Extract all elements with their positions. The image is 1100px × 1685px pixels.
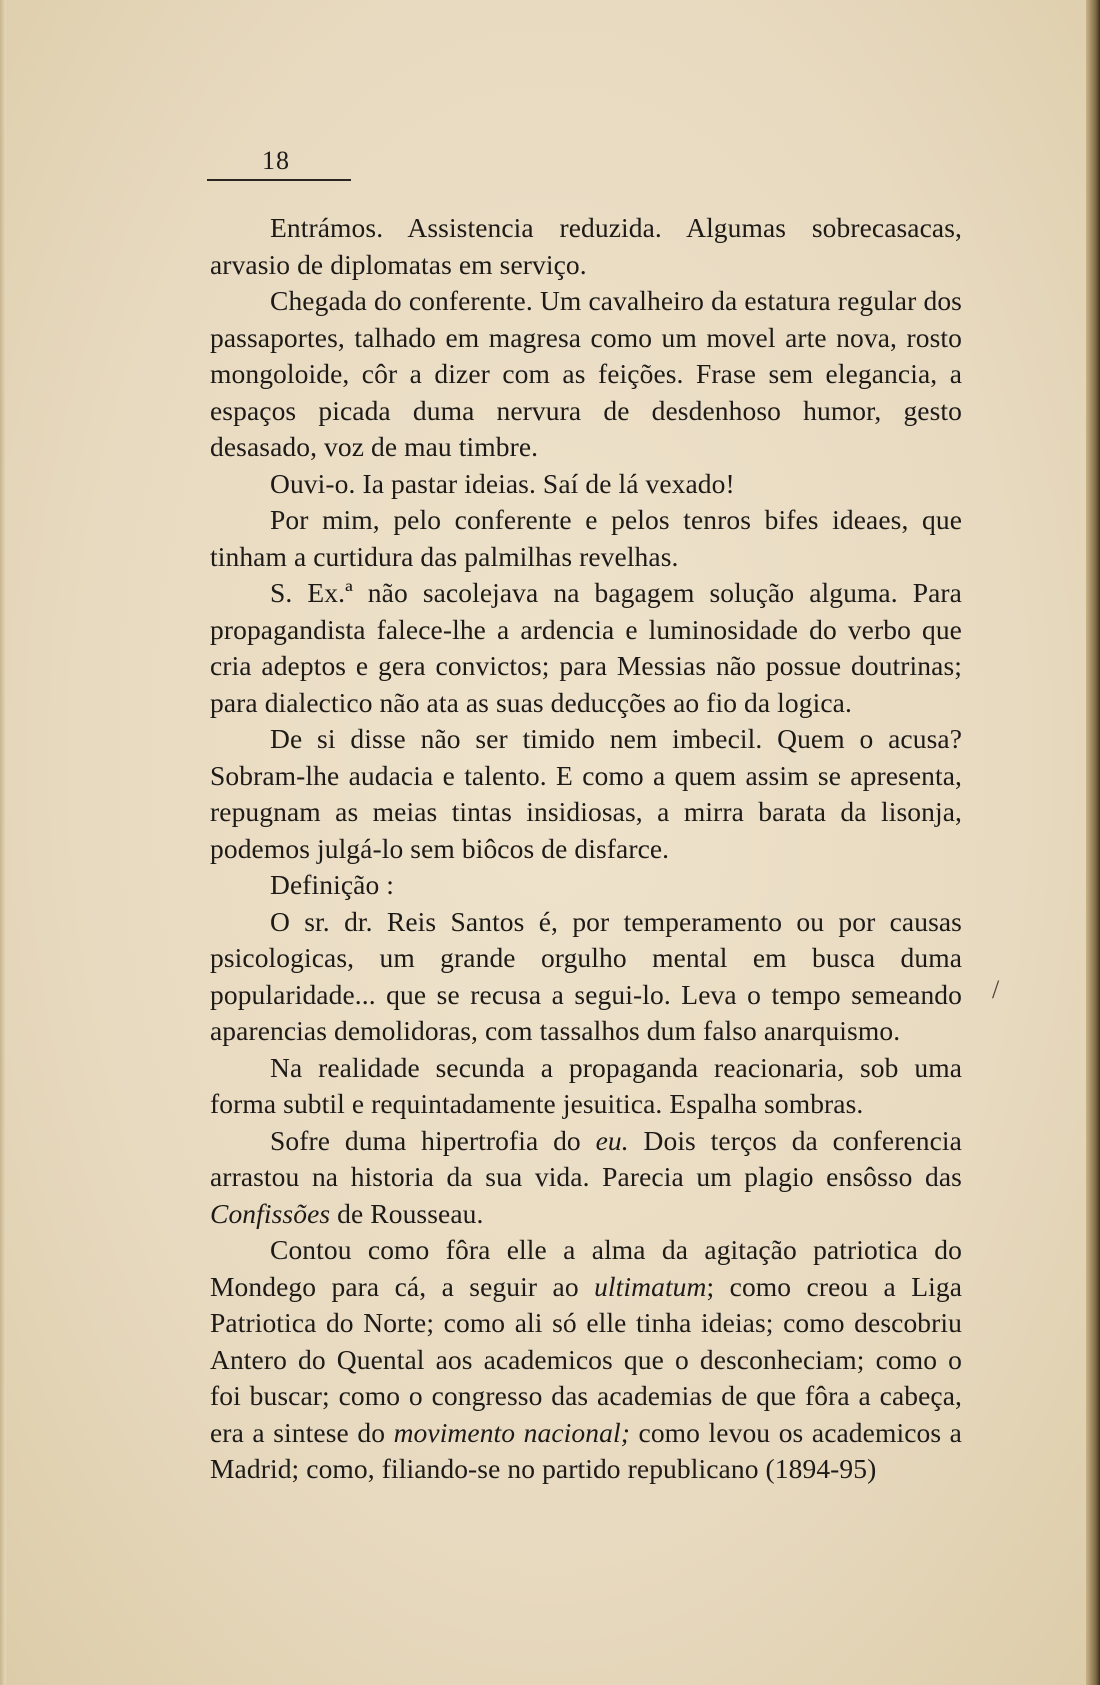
paragraph-2 (210, 283, 962, 466)
paragraph-text: Dois terços da conferencia arrastou na historia da sua vida. Parecia um plagio ensôsso das (210, 1124, 962, 1192)
paragraph-7 (210, 867, 962, 904)
paragraph-text: Ouvi-o. Ia pastar ideias. Saí de lá vexado! (270, 467, 735, 499)
paragraph-5 (210, 575, 962, 721)
paragraph-8 (210, 904, 962, 1050)
paragraph-text: De si disse não ser timido nem imbecil. Quem o acusa? Sobram-lhe audacia e talento. E como a quem assim se apresenta, repugnam as meias tintas insidiosas, a mirra barata da lisonja, podemos julgá-lo sem biôcos de disfarce. (210, 723, 962, 864)
paragraph-text: de Rousseau. (330, 1197, 484, 1229)
paragraph-11 (210, 1232, 962, 1488)
paragraph-text: ; como creou a Liga Patriotica do Norte; como ali só elle tinha ideias; como descobriu Antero do Quental aos academicos que o desconheciam; como o foi buscar; como o congresso das academias de que fôra a cabeça, era a sintese do (210, 1270, 962, 1448)
header-rule (207, 179, 351, 181)
paragraph-4 (210, 502, 962, 575)
italic-text: Confissões (210, 1197, 331, 1229)
paragraph-text: como levou os academicos a Madrid; como, filiando-se no partido republicano (1894-95) (210, 1416, 962, 1484)
left-page-edge (0, 0, 6, 1685)
paragraph-text: Na realidade secunda a propaganda reacionaria, sob uma forma subtil e requintadamente jesuitica. Espalha sombras. (210, 1051, 962, 1119)
paragraph-9 (210, 1050, 962, 1123)
italic-text: ultimatum (594, 1270, 707, 1302)
paragraph-text: Chegada do conferente. Um cavalheiro da estatura regular dos passaportes, talhado em magresa como um movel arte nova, rosto mongoloide, côr a dizer com as feições. Frase sem elegancia, a espaços picada duma nervura de desdenhoso humor, gesto desasado, voz de mau timbre. (210, 285, 962, 462)
right-page-edge (1086, 0, 1100, 1685)
paragraph-3 (210, 466, 962, 503)
stray-pencil-mark: / (992, 975, 1000, 1004)
paragraph-6 (210, 721, 962, 867)
paragraph-1 (210, 210, 962, 283)
paragraph-text: Por mim, pelo conferente e pelos tenros bifes ideaes, que tinham a curtidura das palmilhas revelhas. (210, 504, 962, 572)
paragraph-10 (210, 1123, 962, 1233)
page-number: 18 (262, 146, 290, 175)
paragraph-text: Entrámos. Assistencia reduzida. Algumas sobrecasacas, arvasio de diplomatas em serviço. (210, 212, 962, 280)
paragraph-text: O sr. dr. Reis Santos é, por temperamento ou por causas psicologicas, um grande orgulho mental em busca duma popularidade... que se recusa a segui-lo. Leva o tempo semeando aparencias demolidoras, com tassalhos dum falso anarquismo. (210, 905, 962, 1046)
italic-text: eu. (595, 1124, 629, 1156)
paragraph-text: S. Ex.ª não sacolejava na bagagem solução alguma. Para propagandista falece-lhe a ardencia e luminosidade do verbo que cria adeptos e gera convictos; para Messias não possue doutrinas; para dialectico não ata as suas deducções ao fio da logica. (210, 577, 962, 718)
paragraph-text: Contou como fôra elle a alma da agitação patriotica do Mondego para cá, a seguir ao (210, 1234, 962, 1302)
paragraph-text: Sofre duma hipertrofia do (270, 1124, 596, 1156)
body-text (210, 210, 962, 1488)
italic-text: movimento nacional; (393, 1416, 630, 1448)
paragraph-text: Definição : (270, 869, 395, 900)
